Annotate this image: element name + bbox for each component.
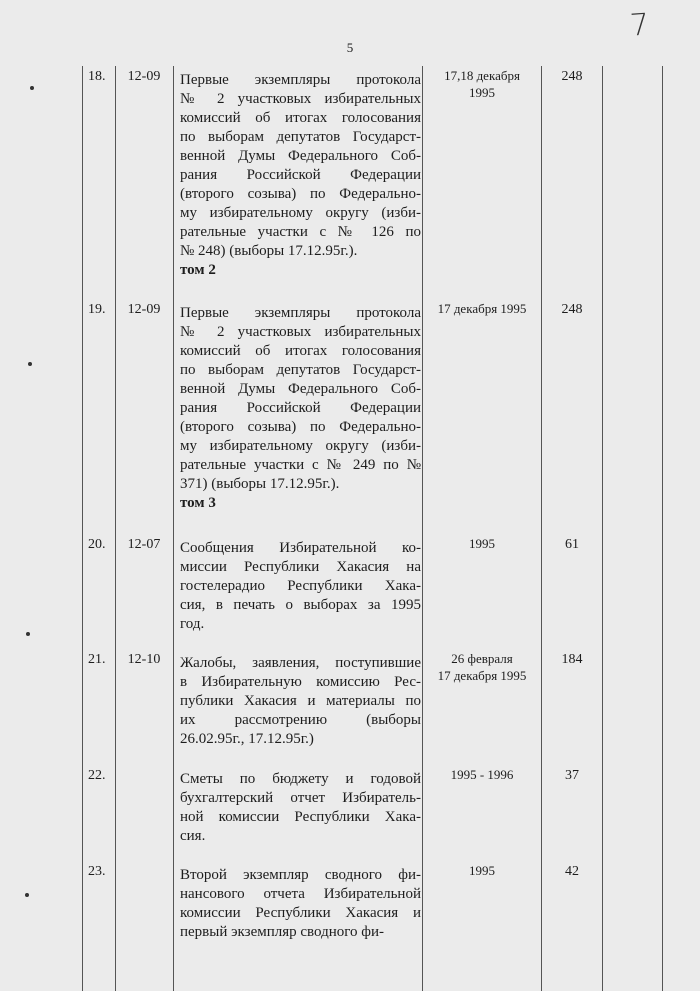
row-number: 19.: [88, 302, 106, 317]
index-code: 12-09: [127, 69, 161, 84]
title-line: венной Думы Федерального Соб-: [180, 148, 421, 164]
table-rule: [662, 66, 663, 991]
sheet-count: 248: [561, 302, 583, 317]
table-rule: [602, 66, 603, 991]
date-line: 1995 - 1996: [450, 767, 514, 782]
row-number: 18.: [88, 69, 106, 84]
handwritten-folio-number: 7: [628, 7, 651, 44]
title-line: публики Хакасия и материалы по: [180, 693, 421, 709]
punch-hole-mark: [30, 86, 34, 90]
title-line: в Избирательную комиссию Рес-: [180, 674, 421, 690]
date-range: [424, 67, 540, 101]
date-range: [424, 862, 540, 879]
row-number: 23.: [88, 864, 106, 879]
title-line: рания Российской Федерации: [180, 167, 421, 183]
title-line: 26.02.95г., 17.12.95г.): [180, 731, 314, 747]
index-code: 12-07: [127, 537, 161, 552]
date-line: 17 декабря 1995: [437, 668, 527, 683]
punch-hole-mark: [25, 893, 29, 897]
title-line: гостелерадио Республики Хака-: [180, 578, 421, 594]
date-range: [424, 535, 540, 552]
date-line: 1995: [469, 863, 495, 878]
title-line: нансового отчета Избирательной: [180, 886, 421, 902]
title-line: сия.: [180, 828, 206, 844]
index-code: 12-10: [127, 652, 161, 667]
row-number: 22.: [88, 768, 106, 783]
title-line: му избирательному округу (изби-: [180, 205, 421, 221]
punch-hole-mark: [28, 362, 32, 366]
title-line: Сообщения Избирательной ко-: [180, 540, 421, 556]
table-rule: [541, 66, 542, 991]
sheet-count: 61: [565, 537, 579, 552]
title-line: № 248) (выборы 17.12.95г.).: [180, 243, 358, 259]
title-line: Первые экземпляры протокола: [180, 72, 421, 88]
title-line: № 2 участковых избирательных: [180, 91, 421, 107]
date-line: 17 декабря 1995: [437, 301, 527, 316]
title-line: по выборам депутатов Государст-: [180, 129, 421, 145]
date-range: [424, 766, 540, 783]
title-line: сия, в печать о выборах за 1995: [180, 597, 421, 613]
file-title: [180, 654, 421, 749]
table-rule: [115, 66, 116, 991]
file-title: [180, 304, 421, 513]
row-number: 20.: [88, 537, 106, 552]
sheet-count: 184: [561, 652, 583, 667]
title-line: Жалобы, заявления, поступившие: [180, 655, 421, 671]
title-line: Сметы по бюджету и годовой: [180, 771, 421, 787]
punch-hole-mark: [26, 632, 30, 636]
title-line: комиссий об итогах голосования: [180, 110, 421, 126]
title-line: Второй экземпляр сводного фи-: [180, 867, 421, 883]
volume-label: том 3: [180, 495, 216, 511]
title-line: № 2 участковых избирательных: [180, 324, 421, 340]
date-line: 1995: [469, 536, 495, 551]
table-rule: [82, 66, 83, 991]
title-line: год.: [180, 616, 205, 632]
file-title: [180, 71, 421, 280]
title-line: му избирательному округу (изби-: [180, 438, 421, 454]
sheet-count: 248: [561, 69, 583, 84]
title-line: рательные участки с № 249 по №: [180, 457, 421, 473]
title-line: комиссий об итогах голосования: [180, 343, 421, 359]
page-number: 5: [346, 40, 354, 55]
title-line: Первые экземпляры протокола: [180, 305, 421, 321]
date-line: 17,18 декабря: [444, 68, 520, 83]
volume-label: том 2: [180, 262, 216, 278]
title-line: (второго созыва) по Федерально-: [180, 419, 421, 435]
file-title: [180, 770, 421, 846]
title-line: венной Думы Федерального Соб-: [180, 381, 421, 397]
date-range: [424, 650, 540, 684]
title-line: комиссии Республики Хакасия и: [180, 905, 421, 921]
title-line: первый экземпляр сводного фи-: [180, 924, 385, 940]
sheet-count: 42: [565, 864, 579, 879]
title-line: 371) (выборы 17.12.95г.).: [180, 476, 340, 492]
title-line: миссии Республики Хакасия на: [180, 559, 421, 575]
title-line: ной комиссии Республики Хака-: [180, 809, 421, 825]
date-line: 26 февраля: [451, 651, 513, 666]
table-rule: [173, 66, 174, 991]
title-line: их рассмотрению (выборы: [180, 712, 421, 728]
title-line: по выборам депутатов Государст-: [180, 362, 421, 378]
file-title: [180, 539, 421, 634]
title-line: рательные участки с № 126 по: [180, 224, 421, 240]
row-number: 21.: [88, 652, 106, 667]
date-range: [424, 300, 540, 317]
date-line: 1995: [469, 85, 495, 100]
file-title: [180, 866, 421, 942]
title-line: рания Российской Федерации: [180, 400, 421, 416]
title-line: бухгалтерский отчет Избиратель-: [180, 790, 421, 806]
table-rule: [422, 66, 423, 991]
sheet-count: 37: [565, 768, 579, 783]
title-line: (второго созыва) по Федерально-: [180, 186, 421, 202]
index-code: 12-09: [127, 302, 161, 317]
